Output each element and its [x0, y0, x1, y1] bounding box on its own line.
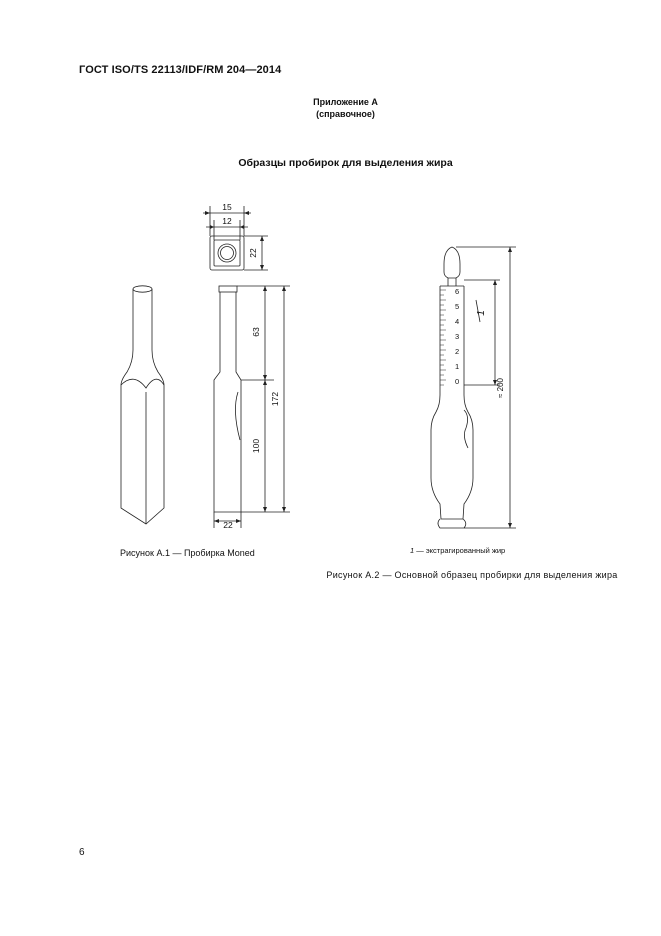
document-code: ГОСТ ISO/TS 22113/IDF/RM 204—2014	[79, 64, 282, 76]
dim-total-length: 172	[270, 391, 280, 407]
scale-mark-0: 0	[455, 377, 460, 386]
figure-a2-caption: Рисунок А.2 — Основной образец пробирки для выделения жира	[326, 570, 618, 580]
moned-side-view	[214, 286, 241, 528]
moned-dimension-lines	[237, 286, 290, 512]
scale-mark-1: 1	[455, 362, 460, 371]
moned-cross-section	[203, 206, 268, 270]
section-title: Образцы пробирок для выделения жира	[238, 157, 453, 169]
dim-base-width: 22	[223, 520, 233, 530]
tube-dimension-lines	[456, 247, 516, 528]
scale-mark-5: 5	[455, 302, 460, 311]
dim-inner-width: 12	[222, 216, 232, 226]
page-number: 6	[79, 847, 85, 858]
annex-title: Приложение А	[313, 97, 378, 107]
scale-mark-6: 6	[455, 287, 460, 296]
dim-body-length: 100	[251, 438, 261, 454]
fat-extraction-tube	[431, 247, 473, 528]
scale-mark-3: 3	[455, 332, 460, 341]
dim-outer-width: 15	[222, 202, 232, 212]
legend-text: — экстрагированный жир	[416, 546, 506, 555]
legend-number: 1	[410, 546, 415, 555]
scale-mark-2: 2	[455, 347, 460, 356]
annex-subtitle: (справочное)	[316, 109, 375, 119]
dim-neck-length: 63	[251, 327, 261, 337]
moned-bottle-drawing	[121, 286, 164, 524]
dim-overall-length: ≈ 200	[496, 378, 505, 398]
scale-mark-4: 4	[455, 317, 460, 326]
figure-a1-caption: Рисунок А.1 — Пробирка Mоnеd	[120, 548, 255, 558]
dim-section-height: 22	[248, 248, 258, 258]
callout-1: 1	[476, 310, 487, 316]
figure-a2-legend	[410, 546, 550, 555]
tube-scale-ticks	[440, 290, 446, 385]
